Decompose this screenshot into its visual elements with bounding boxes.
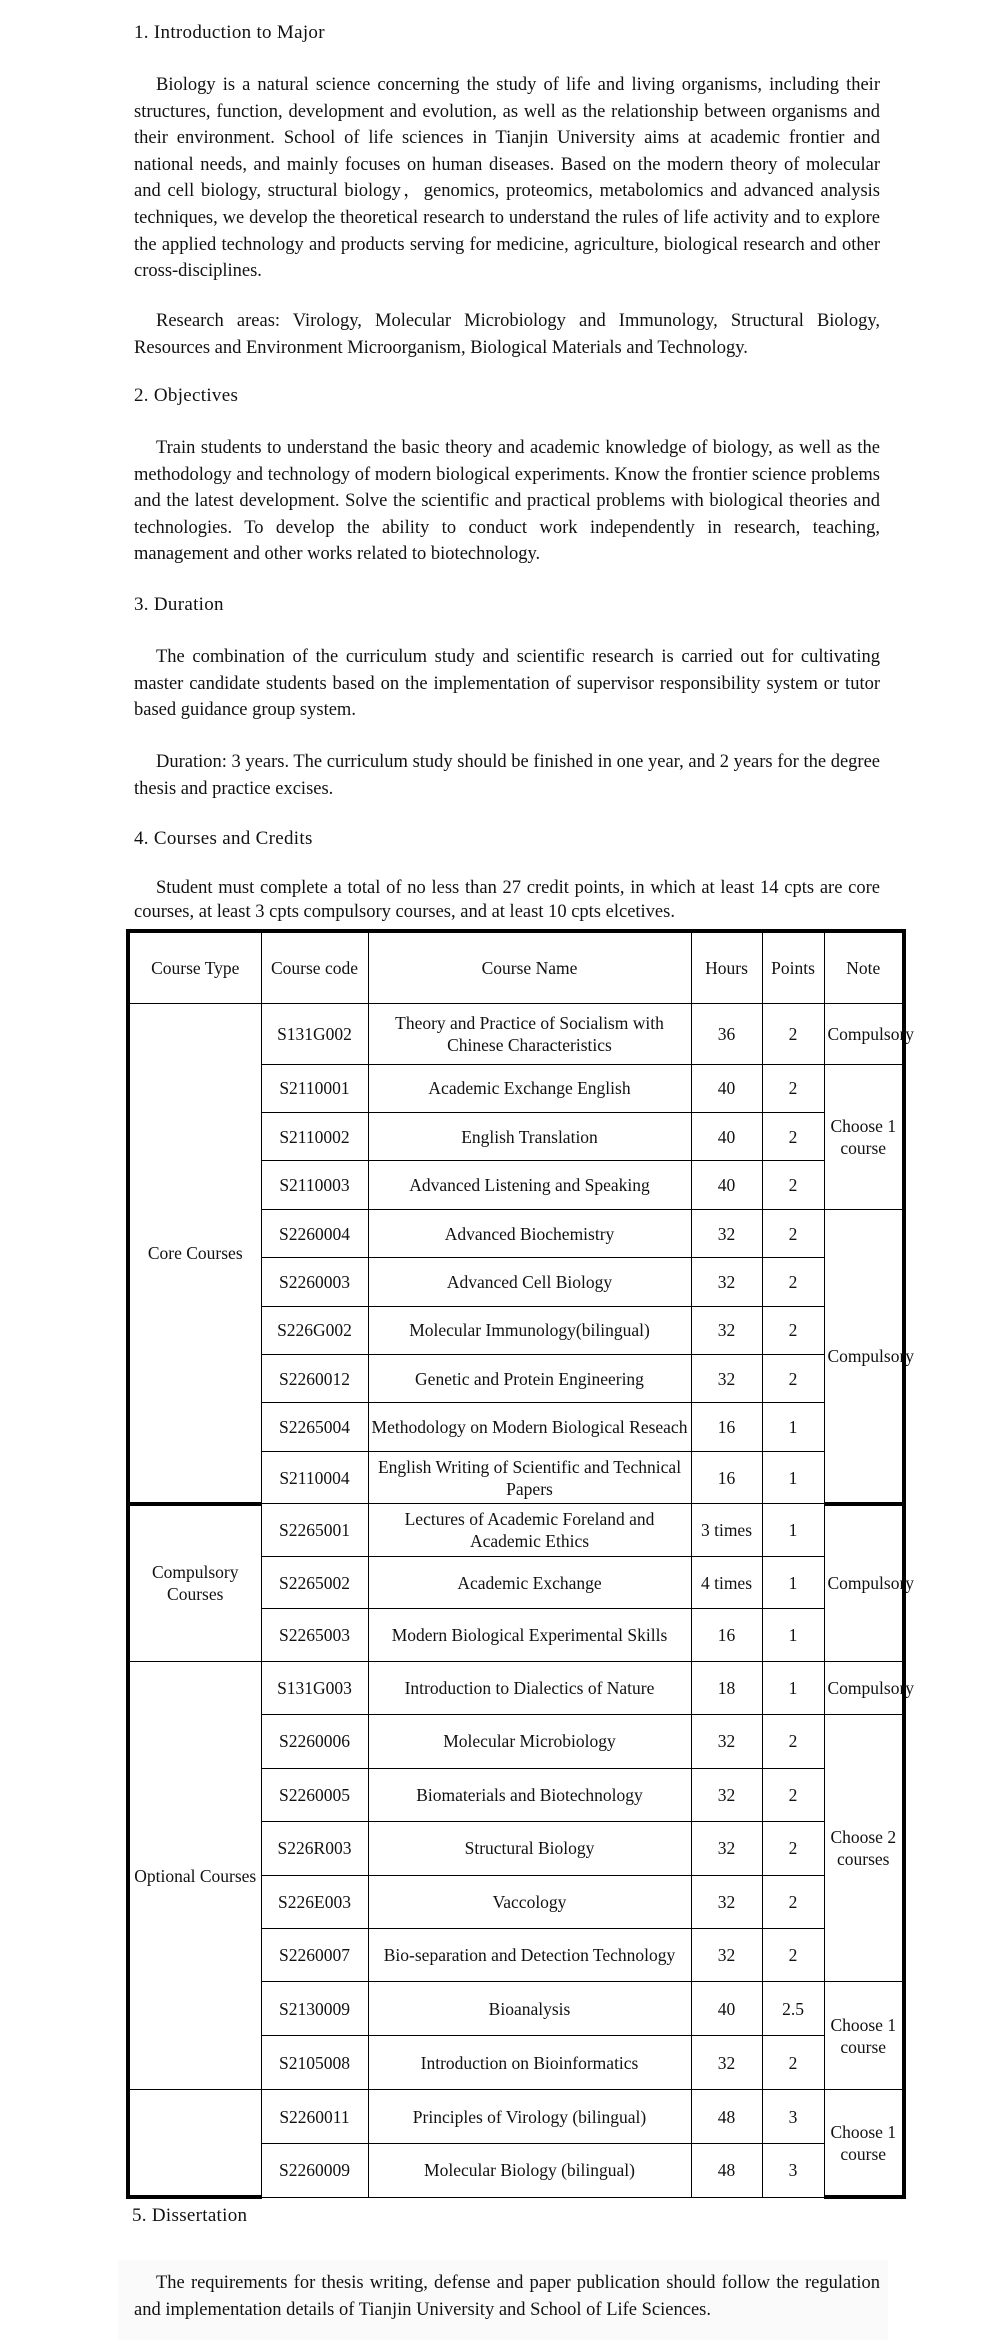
course-name: Bioanalysis bbox=[368, 1982, 691, 2035]
course-code: S2260009 bbox=[261, 2143, 368, 2197]
course-hours: 40 bbox=[691, 1982, 762, 2035]
course-hours: 48 bbox=[691, 2143, 762, 2197]
course-note: Compulsory bbox=[824, 1661, 904, 1714]
header-course-code: Course code bbox=[261, 931, 368, 1004]
course-hours: 32 bbox=[691, 1768, 762, 1821]
course-code: S2265001 bbox=[261, 1504, 368, 1556]
course-name: Theory and Practice of Socialism with Chinese Characteristics bbox=[368, 1004, 691, 1065]
course-name: Molecular Immunology(bilingual) bbox=[368, 1306, 691, 1354]
course-name: Modern Biological Experimental Skills bbox=[368, 1609, 691, 1661]
course-note: Choose 1 course bbox=[824, 1982, 904, 2090]
course-hours: 32 bbox=[691, 2035, 762, 2089]
course-code: S2110004 bbox=[261, 1451, 368, 1503]
section-heading-dissertation: 5. Dissertation bbox=[132, 2205, 248, 2226]
header-points: Points bbox=[762, 931, 824, 1004]
intro-paragraph: Biology is a natural science concerning the study of life and living organisms, including their structures, function, development and evolution, as well as the relationship between organisms and their environment. School of life sciences in Tianjin University aims at academic frontier and national needs, and mainly focuses on human diseases. Based on the modern theory of molecular and cell biology, structural biology，genomics, proteomics, metabolomics and advanced analysis techniques, we develop the theoretical research to understand the rules of life activity and to explore the applied technology and products serving for medicine, agriculture, biological research and other cross-disciplines. bbox=[134, 75, 880, 282]
course-code: S2260011 bbox=[261, 2090, 368, 2143]
course-points: 1 bbox=[762, 1661, 824, 1714]
course-code: S2260007 bbox=[261, 1928, 368, 1981]
course-name: Principles of Virology (bilingual) bbox=[368, 2090, 691, 2143]
course-name: Introduction to Dialectics of Nature bbox=[368, 1661, 691, 1714]
course-code: S2265002 bbox=[261, 1556, 368, 1608]
course-points: 2 bbox=[762, 1004, 824, 1065]
course-code: S226G002 bbox=[261, 1306, 368, 1354]
course-points: 2 bbox=[762, 1928, 824, 1981]
course-name: Lectures of Academic Foreland and Academic Ethics bbox=[368, 1504, 691, 1556]
course-note: Compulsory bbox=[824, 1504, 904, 1661]
group-core-courses: Core Courses bbox=[128, 1004, 261, 1504]
header-course-type: Course Type bbox=[128, 931, 261, 1004]
course-hours: 32 bbox=[691, 1209, 762, 1257]
course-code: S226E003 bbox=[261, 1875, 368, 1928]
course-code: S2130009 bbox=[261, 1982, 368, 2035]
course-points: 2 bbox=[762, 1113, 824, 1161]
course-code: S131G002 bbox=[261, 1004, 368, 1065]
course-note: Compulsory bbox=[824, 1004, 904, 1065]
course-code: S2260004 bbox=[261, 1209, 368, 1257]
course-code: S2110003 bbox=[261, 1161, 368, 1209]
course-note: Choose 1 course bbox=[824, 1064, 904, 1209]
header-hours: Hours bbox=[691, 931, 762, 1004]
dissertation-paragraph: The requirements for thesis writing, defense and paper publication should follow the regulation and implementation details of Tianjin University and School of Life Sciences. bbox=[134, 2273, 880, 2320]
table-row bbox=[128, 2090, 904, 2143]
header-course-name: Course Name bbox=[368, 931, 691, 1004]
course-points: 1 bbox=[762, 1504, 824, 1556]
duration-paragraph-1: The combination of the curriculum study and scientific research is carried out for cultivating master candidate students based on the implementation of supervisor responsibility system or tutor based guidance group system. bbox=[134, 647, 880, 721]
course-hours: 32 bbox=[691, 1928, 762, 1981]
course-points: 2 bbox=[762, 1822, 824, 1875]
course-name: Molecular Microbiology bbox=[368, 1715, 691, 1768]
course-hours: 18 bbox=[691, 1661, 762, 1714]
course-name: Academic Exchange English bbox=[368, 1064, 691, 1112]
course-name: Advanced Biochemistry bbox=[368, 1209, 691, 1257]
table-row bbox=[128, 1004, 904, 1065]
course-name: Structural Biology bbox=[368, 1822, 691, 1875]
course-points: 2 bbox=[762, 1258, 824, 1306]
research-areas-paragraph: Research areas: Virology, Molecular Microbiology and Immunology, Structural Biology, Resources and Environment Microorganism, Biological Materials and Technology. bbox=[134, 311, 880, 358]
course-points: 2 bbox=[762, 2035, 824, 2089]
course-hours: 32 bbox=[691, 1306, 762, 1354]
group-unlabeled bbox=[128, 2090, 261, 2197]
course-code: S2260003 bbox=[261, 1258, 368, 1306]
course-hours: 32 bbox=[691, 1355, 762, 1403]
section-heading-courses: 4. Courses and Credits bbox=[134, 828, 313, 849]
course-name: Biomaterials and Biotechnology bbox=[368, 1768, 691, 1821]
courses-table bbox=[126, 929, 915, 2199]
course-points: 2 bbox=[762, 1161, 824, 1209]
course-name: English Writing of Scientific and Technical Papers bbox=[368, 1451, 691, 1503]
section-heading-duration: 3. Duration bbox=[134, 594, 224, 615]
course-points: 1 bbox=[762, 1403, 824, 1451]
course-note: Choose 1 course bbox=[824, 2090, 904, 2197]
course-note: Choose 2 courses bbox=[824, 1715, 904, 1982]
credits-paragraph: Student must complete a total of no less than 27 credit points, in which at least 14 cpts are core courses, at least 3 cpts compulsory courses, and at least 10 cpts elcetives. bbox=[134, 878, 880, 922]
course-code: S2265004 bbox=[261, 1403, 368, 1451]
header-note: Note bbox=[824, 931, 904, 1004]
course-hours: 3 times bbox=[691, 1504, 762, 1556]
course-points: 2 bbox=[762, 1355, 824, 1403]
course-hours: 40 bbox=[691, 1064, 762, 1112]
course-hours: 16 bbox=[691, 1609, 762, 1661]
course-code: S2105008 bbox=[261, 2035, 368, 2089]
course-name: Introduction on Bioinformatics bbox=[368, 2035, 691, 2089]
group-compulsory-courses: Compulsory Courses bbox=[128, 1504, 261, 1661]
section-heading-introduction: 1. Introduction to Major bbox=[134, 22, 325, 43]
course-hours: 16 bbox=[691, 1403, 762, 1451]
course-points: 3 bbox=[762, 2143, 824, 2197]
course-hours: 40 bbox=[691, 1161, 762, 1209]
course-code: S2110002 bbox=[261, 1113, 368, 1161]
course-name: Advanced Cell Biology bbox=[368, 1258, 691, 1306]
course-note: Compulsory bbox=[824, 1209, 904, 1503]
course-code: S2265003 bbox=[261, 1609, 368, 1661]
course-code: S2260005 bbox=[261, 1768, 368, 1821]
course-points: 2 bbox=[762, 1306, 824, 1354]
course-points: 3 bbox=[762, 2090, 824, 2143]
course-code: S2110001 bbox=[261, 1064, 368, 1112]
course-hours: 48 bbox=[691, 2090, 762, 2143]
course-hours: 32 bbox=[691, 1258, 762, 1306]
course-points: 2 bbox=[762, 1768, 824, 1821]
course-hours: 32 bbox=[691, 1715, 762, 1768]
course-hours: 40 bbox=[691, 1113, 762, 1161]
course-name: English Translation bbox=[368, 1113, 691, 1161]
section-heading-objectives: 2. Objectives bbox=[134, 385, 239, 406]
course-name: Advanced Listening and Speaking bbox=[368, 1161, 691, 1209]
course-name: Methodology on Modern Biological Reseach bbox=[368, 1403, 691, 1451]
course-points: 1 bbox=[762, 1451, 824, 1503]
course-hours: 32 bbox=[691, 1822, 762, 1875]
duration-paragraph-2: Duration: 3 years. The curriculum study should be finished in one year, and 2 years for the degree thesis and practice excises. bbox=[134, 752, 880, 799]
course-points: 2 bbox=[762, 1715, 824, 1768]
course-hours: 36 bbox=[691, 1004, 762, 1065]
course-points: 1 bbox=[762, 1556, 824, 1608]
course-hours: 4 times bbox=[691, 1556, 762, 1608]
course-name: Molecular Biology (bilingual) bbox=[368, 2143, 691, 2197]
table-row bbox=[128, 1504, 904, 1556]
course-code: S2260006 bbox=[261, 1715, 368, 1768]
course-name: Vaccology bbox=[368, 1875, 691, 1928]
course-points: 2.5 bbox=[762, 1982, 824, 2035]
course-hours: 16 bbox=[691, 1451, 762, 1503]
course-name: Bio-separation and Detection Technology bbox=[368, 1928, 691, 1981]
course-name: Academic Exchange bbox=[368, 1556, 691, 1608]
course-hours: 32 bbox=[691, 1875, 762, 1928]
objectives-paragraph: Train students to understand the basic theory and academic knowledge of biology, as well as the methodology and technology of modern biological experiments. Know the frontier science problems and the latest development. Solve the scientific and practical problems with biological theories and technologies. To develop the ability to conduct work independently in research, teaching, management and other works related to biotechnology. bbox=[134, 438, 880, 565]
course-points: 2 bbox=[762, 1064, 824, 1112]
table-header-row bbox=[128, 931, 904, 1004]
table-row bbox=[128, 1661, 904, 1714]
course-points: 2 bbox=[762, 1875, 824, 1928]
course-points: 1 bbox=[762, 1609, 824, 1661]
course-name: Genetic and Protein Engineering bbox=[368, 1355, 691, 1403]
group-optional-courses: Optional Courses bbox=[128, 1661, 261, 2090]
course-code: S131G003 bbox=[261, 1661, 368, 1714]
course-code: S2260012 bbox=[261, 1355, 368, 1403]
course-points: 2 bbox=[762, 1209, 824, 1257]
course-code: S226R003 bbox=[261, 1822, 368, 1875]
